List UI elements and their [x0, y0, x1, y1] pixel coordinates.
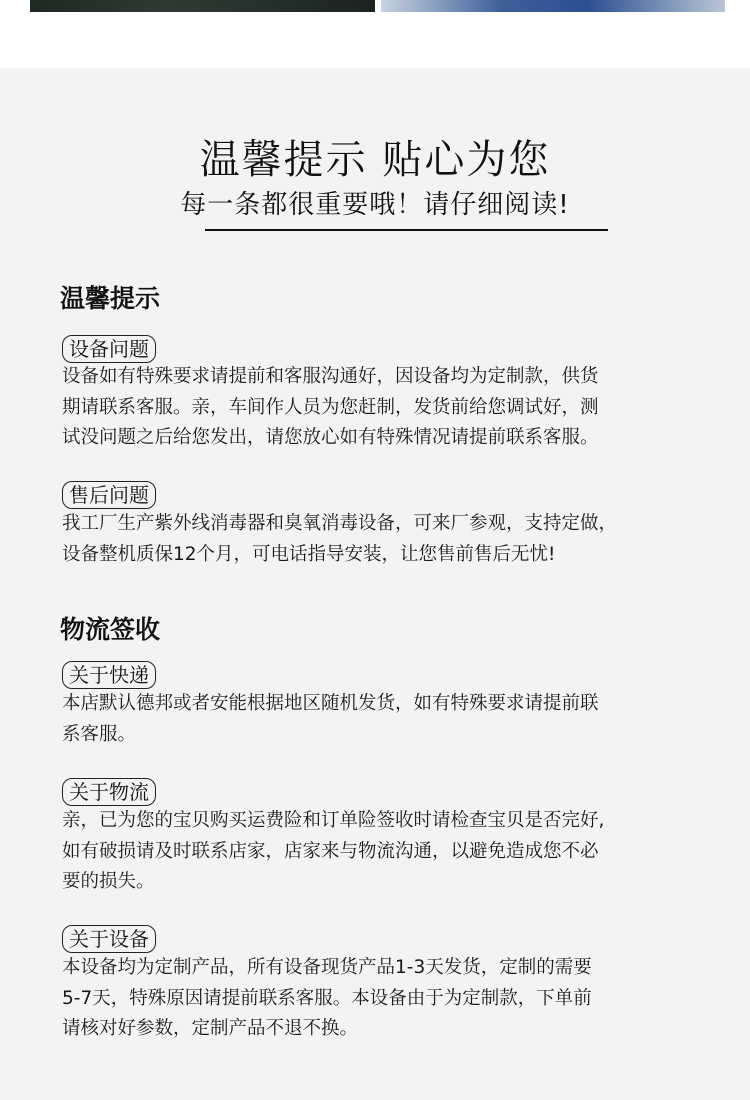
tag-equipment-issue: 设备问题 — [62, 335, 156, 363]
tag-about-express: 关于快递 — [62, 661, 156, 689]
tag-about-logistics: 关于物流 — [62, 778, 156, 806]
title-divider — [205, 229, 608, 231]
paragraph-about-express — [62, 689, 702, 750]
text-line: 设备如有特殊要求请提前和客服沟通好，因设备均为定制款，供货 — [62, 366, 599, 387]
tag-about-equipment: 关于设备 — [62, 925, 156, 953]
page-subtitle: 每一条都很重要哦！请仔细阅读! — [180, 190, 570, 220]
paragraph-after-sales — [62, 509, 702, 570]
text-line: 亲，已为您的宝贝购买运费险和订单险签收时请检查宝贝是否完好, — [62, 810, 605, 831]
text-line: 本店默认德邦或者安能根据地区随机发货，如有特殊要求请提前联 — [62, 693, 599, 714]
text-line: 要的损失。 — [62, 871, 155, 892]
text-line: 我工厂生产紫外线消毒器和臭氧消毒设备，可来厂参观，支持定做， — [62, 513, 618, 534]
text-line: 期请联系客服。亲，车间作人员为您赶制，发货前给您调试好，测 — [62, 396, 599, 418]
text-line: 试没问题之后给您发出，请您放心如有特殊情况请提前联系客服。 — [62, 427, 599, 448]
text-line: 请核对好参数，定制产品不退不换。 — [62, 1018, 359, 1039]
text-line: 本设备均为定制产品，所有设备现货产品1-3天发货，定制的需要 — [62, 957, 592, 978]
product-photo-left — [30, 0, 375, 12]
section-heading-tips: 温馨提示 — [60, 284, 161, 313]
section-heading-logistics: 物流签收 — [60, 615, 161, 644]
paragraph-equipment-issue — [62, 362, 702, 454]
paragraph-about-equipment — [62, 953, 702, 1045]
text-line: 设备整机质保12个月，可电话指导安装，让您售前售后无忧! — [62, 543, 556, 565]
product-photo-right — [381, 0, 725, 12]
paragraph-about-logistics — [62, 806, 702, 898]
text-line: 5-7天，特殊原因请提前联系客服。本设备由于为定制款，下单前 — [62, 987, 592, 1009]
page-title: 温馨提示 贴心为您 — [199, 137, 551, 183]
text-line: 如有破损请及时联系店家，店家来与物流沟通，以避免造成您不必 — [62, 840, 599, 862]
tag-after-sales: 售后问题 — [62, 481, 156, 509]
text-line: 系客服。 — [62, 723, 137, 745]
top-image-strip — [0, 0, 750, 68]
